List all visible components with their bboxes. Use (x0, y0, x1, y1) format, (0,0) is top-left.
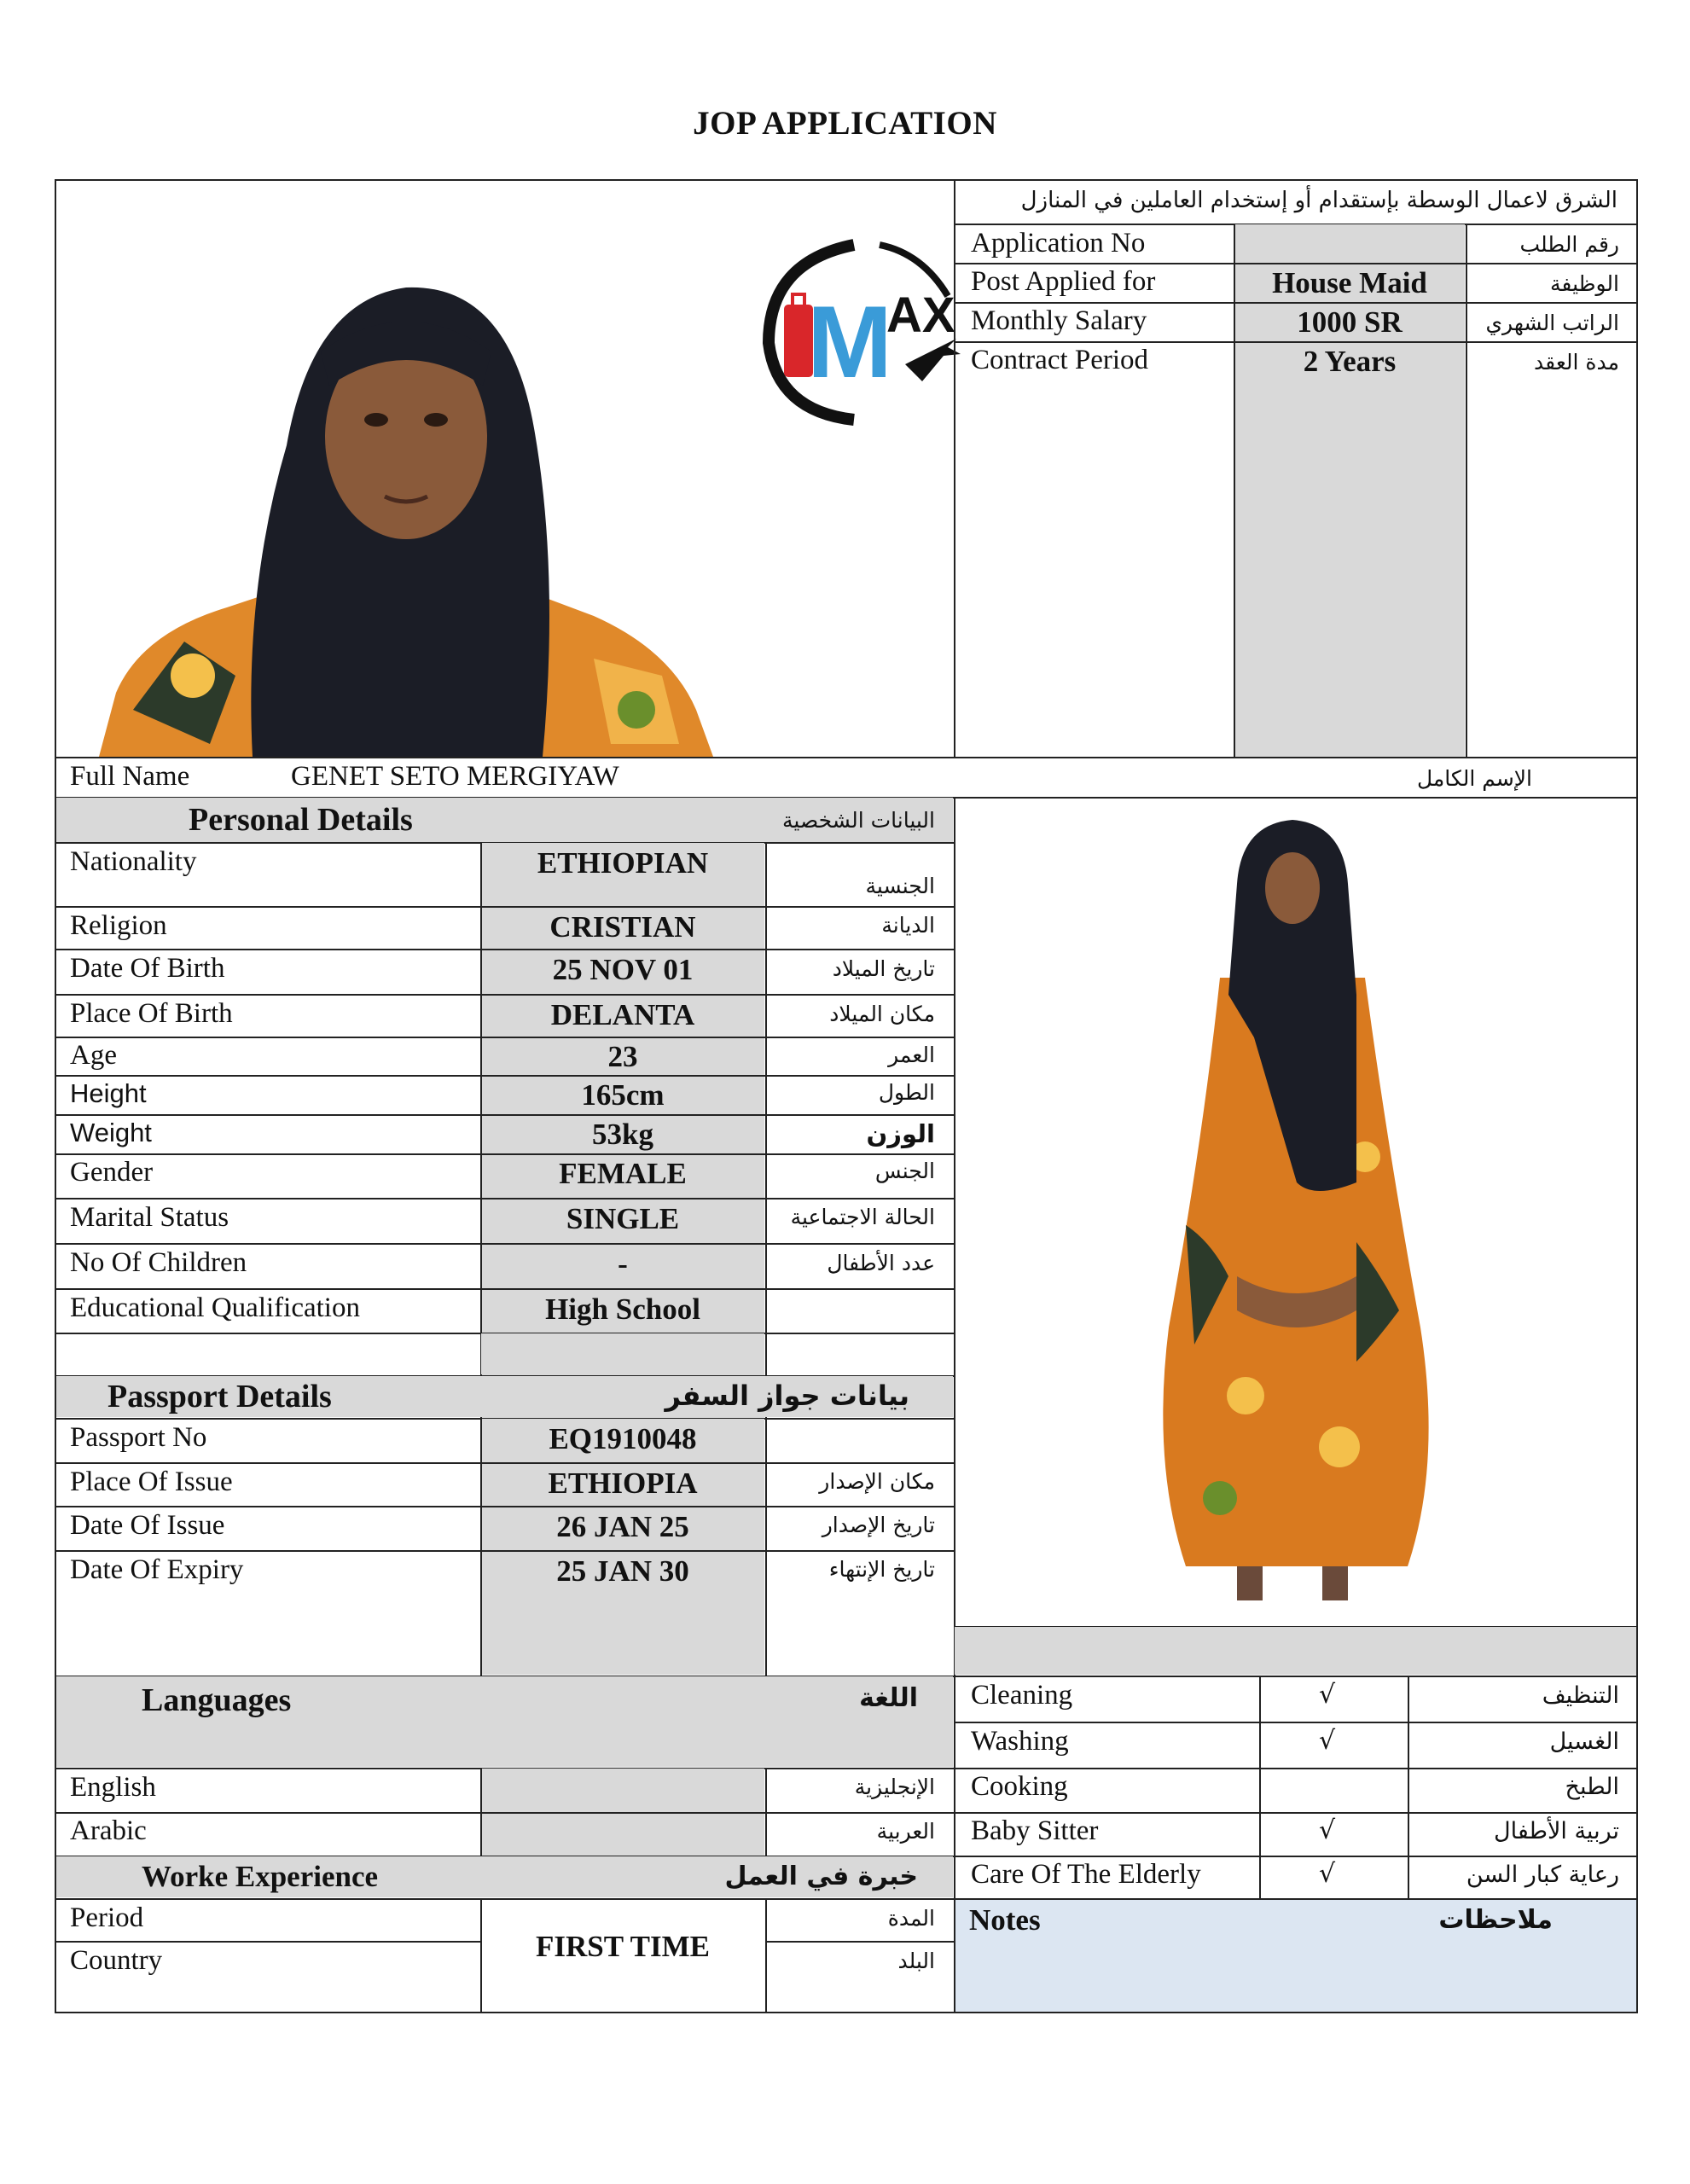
personal-details-title: Personal Details (189, 802, 413, 838)
application-no-arabic: رقم الطلب (1519, 232, 1619, 257)
children-label: No Of Children (70, 1247, 247, 1278)
dob-value: 25 NOV 01 (552, 953, 694, 986)
salary-arabic: الراتب الشهري (1485, 311, 1619, 335)
contract-arabic: مدة العقد (1534, 350, 1619, 375)
religion-value: CRISTIAN (549, 910, 696, 944)
baby-sitter-check-icon: √ (1319, 1815, 1336, 1845)
agency-logo (743, 219, 973, 433)
application-value-column (1234, 224, 1465, 757)
marital-value: SINGLE (566, 1202, 680, 1235)
languages-header (56, 1676, 953, 1767)
children-arabic: عدد الأطفال (827, 1251, 935, 1275)
personal-details-arabic: البيانات الشخصية (782, 808, 935, 833)
logo-ax: AX (886, 288, 955, 343)
place-of-issue-arabic: مكان الإصدار (819, 1469, 935, 1494)
application-form (55, 179, 1638, 2013)
cooking-arabic: الطبخ (1565, 1774, 1619, 1800)
notes-label: Notes (969, 1903, 1041, 1937)
pob-label: Place Of Birth (70, 998, 233, 1029)
work-experience-title: Worke Experience (142, 1860, 379, 1893)
page-title: JOP APPLICATION (693, 105, 997, 142)
weight-label: Weight (70, 1118, 152, 1147)
baby-sitter-arabic: تربية الأطفال (1493, 1818, 1619, 1844)
period-label: Period (70, 1902, 144, 1933)
country-arabic: البلد (897, 1949, 935, 1973)
full-body-photo (955, 799, 1636, 1626)
date-of-issue-arabic: تاريخ الإصدار (822, 1513, 935, 1537)
marital-label: Marital Status (70, 1202, 229, 1233)
age-arabic: العمر (888, 1043, 935, 1067)
date-of-expiry-value: 25 JAN 30 (556, 1554, 689, 1588)
full-name-value: GENET SETO MERGIYAW (291, 761, 619, 792)
salary-value: 1000 SR (1297, 305, 1403, 339)
gender-arabic: الجنس (874, 1159, 935, 1183)
photo-caption-band (955, 1627, 1636, 1675)
weight-arabic: الوزن (866, 1119, 935, 1148)
height-value: 165cm (581, 1078, 665, 1112)
religion-label: Religion (70, 910, 167, 941)
age-value: 23 (607, 1040, 638, 1073)
cleaning-label: Cleaning (971, 1680, 1073, 1711)
nationality-value: ETHIOPIAN (537, 846, 709, 880)
education-label: Educational Qualification (70, 1292, 360, 1323)
passport-no-value: EQ1910048 (549, 1422, 697, 1455)
baby-sitter-label: Baby Sitter (971, 1815, 1099, 1846)
work-experience-header (56, 1856, 953, 1897)
arabic-arabic: العربية (876, 1819, 935, 1844)
full-name-arabic: الإسم الكامل (1416, 766, 1532, 791)
place-of-issue-label: Place Of Issue (70, 1467, 233, 1497)
country-label: Country (70, 1945, 163, 1976)
logo-m: M (807, 285, 892, 399)
washing-label: Washing (971, 1726, 1069, 1757)
nationality-arabic: الجنسية (865, 874, 935, 898)
date-of-expiry-arabic: تاريخ الإنتهاء (828, 1557, 935, 1582)
post-value: House Maid (1272, 266, 1427, 299)
elderly-label: Care Of The Elderly (971, 1859, 1201, 1890)
place-of-issue-value: ETHIOPIA (548, 1467, 698, 1500)
post-arabic: الوظيفة (1550, 271, 1619, 296)
dob-arabic: تاريخ الميلاد (832, 956, 935, 981)
work-experience-arabic: خبرة في العمل (724, 1862, 918, 1891)
languages-arabic: اللغة (859, 1683, 918, 1713)
application-no-label: Application No (971, 228, 1146, 258)
marital-arabic: الحالة الاجتماعية (790, 1205, 935, 1229)
dob-label: Date Of Birth (70, 953, 225, 984)
children-value: - (618, 1247, 628, 1281)
age-label: Age (70, 1040, 117, 1071)
personal-details-header (56, 798, 953, 842)
arabic-label: Arabic (70, 1815, 147, 1846)
pob-arabic: مكان الميلاد (829, 1002, 935, 1026)
weight-value: 53kg (592, 1118, 653, 1151)
elderly-check-icon: √ (1319, 1859, 1336, 1889)
passport-details-header (56, 1376, 953, 1417)
date-of-issue-label: Date Of Issue (70, 1510, 225, 1541)
agency-arabic-name: الشرق لاعمال الوسطة بإستقدام أو إستخدام العاملين في المنازل (1020, 188, 1617, 213)
pob-value: DELANTA (550, 998, 695, 1031)
salary-label: Monthly Salary (971, 305, 1147, 336)
date-of-expiry-label: Date Of Expiry (70, 1554, 244, 1585)
cleaning-check-icon: √ (1319, 1680, 1336, 1710)
empty-row-value (481, 1333, 764, 1374)
height-label: Height (70, 1078, 147, 1108)
post-label: Post Applied for (971, 266, 1156, 297)
passport-details-arabic: بيانات جواز السفر (665, 1380, 909, 1412)
gender-label: Gender (70, 1157, 154, 1188)
experience-value: FIRST TIME (536, 1930, 710, 1963)
religion-arabic: الديانة (881, 913, 935, 938)
elderly-arabic: رعاية كبار السن (1466, 1862, 1619, 1888)
notes-arabic: ملاحظات (1438, 1905, 1553, 1935)
english-arabic: الإنجليزية (854, 1774, 935, 1799)
full-name-label: Full Name (70, 761, 190, 792)
passport-details-title: Passport Details (107, 1379, 332, 1414)
education-value: High School (545, 1292, 700, 1326)
languages-title: Languages (142, 1682, 292, 1718)
passport-value-column (481, 1419, 764, 1675)
cleaning-arabic: التنظيف (1542, 1682, 1619, 1709)
washing-check-icon: √ (1319, 1726, 1336, 1756)
portrait-photo (82, 232, 730, 757)
notes-box (955, 1900, 1636, 2012)
passport-no-label: Passport No (70, 1422, 207, 1453)
nationality-label: Nationality (70, 846, 197, 877)
contract-value: 2 Years (1303, 345, 1397, 378)
contract-label: Contract Period (971, 345, 1149, 375)
date-of-issue-value: 26 JAN 25 (556, 1510, 689, 1543)
english-label: English (70, 1772, 156, 1803)
washing-arabic: الغسيل (1549, 1728, 1619, 1755)
height-arabic: الطول (878, 1080, 935, 1105)
cooking-label: Cooking (971, 1771, 1068, 1802)
gender-value: FEMALE (559, 1157, 687, 1190)
period-arabic: المدة (887, 1906, 935, 1931)
